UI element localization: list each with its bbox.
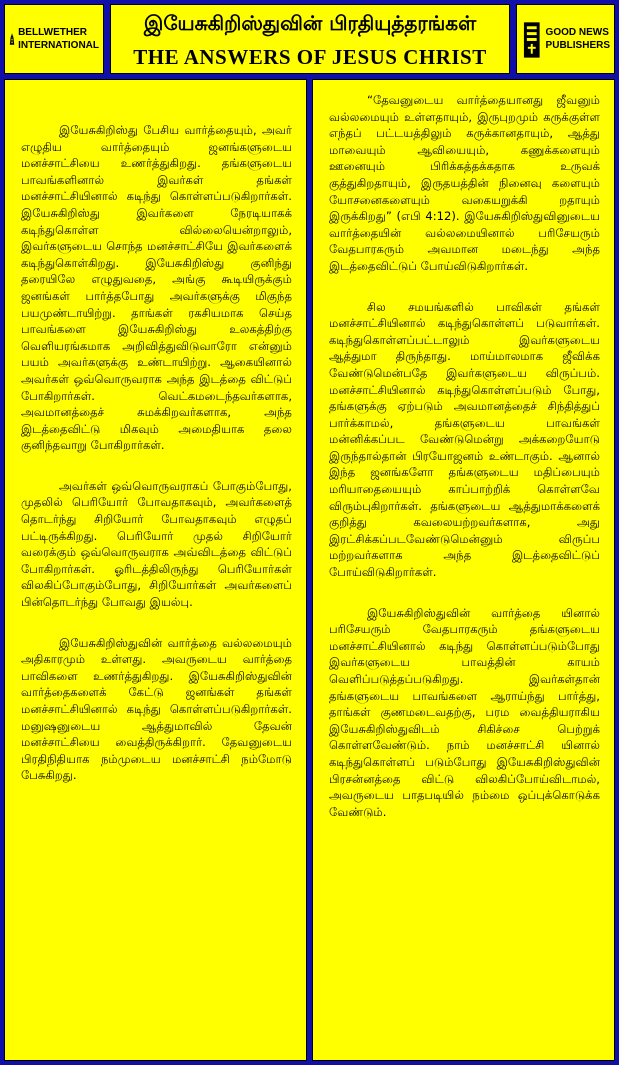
logo-right-line1: GOOD NEWS <box>545 27 609 38</box>
title-english: THE ANSWERS OF JESUS CHRIST <box>133 45 487 69</box>
good-news-logo <box>516 4 615 74</box>
logo-left-line2: INTERNATIONAL <box>18 40 99 51</box>
book-icon <box>521 16 543 62</box>
paragraph: அவர்கள் ஒவ்வொருவராகப் போகும்போது, முதலில் பெரியோர் போவதாகவும், அவர்களைத் தொடர்ந்து சிறியோர் போவதாகவும் எழுதப் பட்டிருக்கிறது. பெரியோர் முதல் சிறியோர் வரைக்கும் ஒவ்வொருவராக அவ்விடத்தை விட்டுப் போகிறார்கள். ஓரிடத்திலிருந்து பெரியோர்கள் விலகிப்போகும்போது, சிறியோர்கள் அவர்களைப் பின்தொடர்ந்து போவது இயல்பு. <box>21 478 292 610</box>
paragraph: இயேசுகிறிஸ்துவின் வார்த்தை வல்லமையும் அதிகாரமும் உள்ளது. அவருடைய வார்த்தை பாவிகளை உணர்த்துகிறது. இயேசுகிறிஸ்துவின் வார்த்தைகளைக் கேட்டு ஜனங்கள் தங்கள் மனச்சாட்சியினால் கடிந்து கொள்ளப்படுகிறார்கள். மனுஷனுடைய ஆத்துமாவில் தேவன் மனச்சாட்சியை வைத்திருக்கிறார். தேவனுடைய பிரதிநிதியாக நம்முடைய மனச்சாட்சி நம்மோடு பேசுகிறது. <box>21 635 292 783</box>
title-banner <box>110 4 510 74</box>
paragraph: “தேவனுடைய வார்த்தையானது ஜீவனும் வல்லமையும் உள்ளதாயும், இருபுறமும் கருக்குள்ள எந்தப் பட்டயத்திலும் கருக்கானதாயும், ஆத்து மாவையும் ஆவியையும், கணுக்களையும் ஊனையும் பிரிக்கத்தக்கதாக உருவக் குத்துகிறதாயும், இருதயத்தின் நினைவு களையும் யோசனைகளையும் வகையறுக்கி றதாயும் இருக்கிறது” (எபி 4:12). இயேசுகிறிஸ்துவினுடைய வார்த்தையின் வல்லமையினால் பரிசேயரும் வேதபாரகரும் அவமான மடைந்து அந்த இடத்தைவிட்டுப் போய்விடுகிறார்கள். <box>329 93 600 273</box>
paragraph: சில சமயங்களில் பாவிகள் தங்கள் மனச்சாட்சியினால் கடிந்துகொள்ளப் படுவார்கள். கடிந்துகொள்ளப்பட்டாலும் இவர்களுடைய ஆத்துமா திருந்தாது. மாய்மாலமாக ஜீவிக்க வேண்டுமென்பதே இவர்களுடைய விருப்பம். மனச்சாட்சியினால் கடிந்துகொள்ளப்படும் போது, தங்களுக்கு ஏற்படும் அவமானத்தைச் சிந்தித்துப் பார்க்காமல், தங்களுடைய பாவங்கள் மன்னிக்கப்பட வேண்டுமென்று அக்கறையோடு இருந்தால்தான் பிரயோஜனம் உண்டாகும். ஆனால் இந்த ஜனங்களோ தங்களுடைய மதிப்பையும் மரியாதையையும் காப்பாற்றிக் கொள்ளவே விரும்புகிறார்கள். தங்களுடைய ஆத்துமாக்களைக் குறித்து கவலையற்றவர்களாக, அது இரட்சிக்கப்படவேண்டுமென்னும் விருப்ப மற்றவர்களாக அந்த இடத்தைவிட்டுப் போய்விடுகிறார்கள். <box>329 299 600 580</box>
paragraph: இயேசுகிறிஸ்துவின் வார்த்தை யினால் பரிசேயரும் வேதபாரகரும் தங்களுடைய மனச்சாட்சியினால் கடிந்து கொள்ளப்படும்போது இவர்களுடைய பாவத்தின் காயம் வெளிப்படுத்தப்படுகிறது. இவர்கள்தான் தங்களுடைய பாவங்களை ஆராய்ந்து பார்த்து, தாங்கள் குணமடைவதற்கு, பரம வைத்தியராகிய இயேசுகிறிஸ்துவிடம் சிகிச்சை பெற்றுக் கொள்ளவேண்டும். நாம் மனச்சாட்சி யினால் கடிந்துகொள்ளப் படும்போது இயேசுகிறிஸ்துவின் பிரசன்னத்தை விட்டு விலகிப்போய்விடாமல், அவருடைய பாதபடியில் நம்மை ஒப்புக்கொடுக்க வேண்டும். <box>329 605 600 819</box>
tower-icon <box>9 16 15 62</box>
right-column <box>312 79 615 1061</box>
left-column <box>4 79 307 1061</box>
title-tamil: இயேசுகிறிஸ்துவின் பிரதியுத்தரங்கள் <box>143 11 477 35</box>
logo-right-line2: PUBLISHERS <box>545 40 610 51</box>
logo-left-line1: BELLWETHER <box>18 27 87 38</box>
paragraph: இயேசுகிறிஸ்து பேசிய வார்த்தையும், அவர் எழுதிய வார்த்தையும் ஜனங்களுடைய மனச்சாட்சியை உணர்த்துகிறது. தங்களுடைய பாவங்களினால் இவர்கள் தங்கள் மனச்சாட்சியினால் கடிந்து கொள்ளப்படுகிறார்கள். இயேசுகிறிஸ்து இவர்களை நேரடியாகக் கடிந்துகொள்ள வில்லையென்றாலும், இவர்களுடைய சொந்த மனச்சாட்சியே இவர்களைக் கடிந்துகொள்கிறது. இயேசுகிறிஸ்து குனிந்து தரையிலே எழுதுவதை, அங்கு கூடியிருக்கும் ஜனங்கள் பார்த்தபோது அவர்களுக்கு மிகுந்த பயமுண்டாயிற்று. தாங்கள் ரகசியமாக செய்த பாவங்களை இயேசுகிறிஸ்து உலகத்திற்கு வெளியரங்கமாக அறிவித்துவிடுவாரோ என்னும் பயம் அவர்களுக்கு உண்டாயிற்று. ஆகையினால் அவர்கள் ஒவ்வொருவராக அந்த இடத்தை விட்டுப் போகிறார்கள். வெட்கமடைந்தவர்களாக, அவமானத்தைச் சுமக்கிறவர்களாக, அந்த இடத்தைவிட்டு மிகவும் அமைதியாக தலை குனிந்தவாறு போகிறார்கள். <box>21 123 292 453</box>
bellwether-logo <box>4 4 104 74</box>
